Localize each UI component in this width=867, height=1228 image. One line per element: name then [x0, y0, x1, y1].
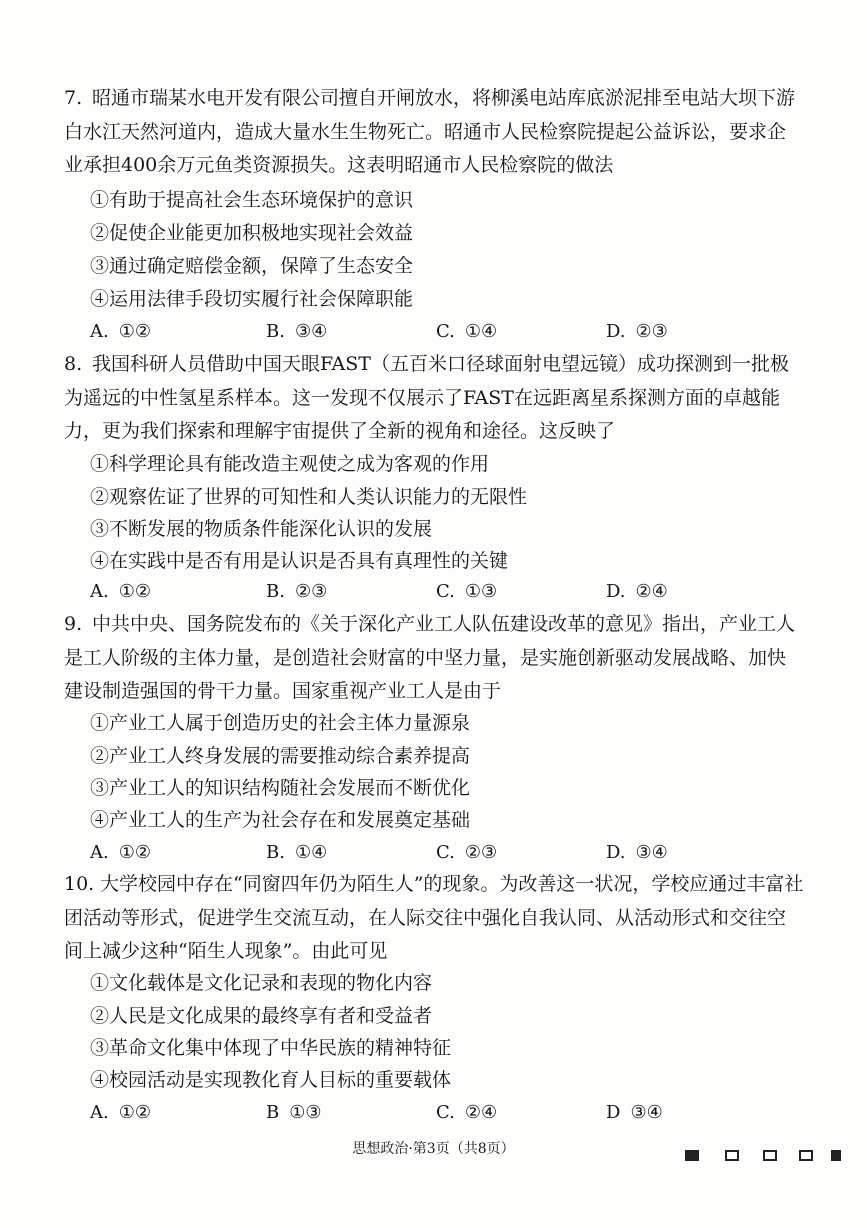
- choice-c[interactable]: [436, 320, 497, 344]
- question-number: 8.: [64, 353, 83, 375]
- choice-value: ①②: [118, 1102, 152, 1123]
- page-footer: 思想政治·第3页（共8页）: [352, 1141, 515, 1157]
- choice-a[interactable]: [90, 1101, 151, 1125]
- choice-letter: B: [266, 1102, 280, 1123]
- choice-value: ①③: [464, 581, 498, 602]
- choice-letter: D: [606, 1102, 621, 1123]
- choice-value: ①②: [118, 581, 152, 602]
- statement-4: ④产业工人的生产为社会存在和发展奠定基础: [90, 809, 471, 831]
- empty-box-marker-icon: [725, 1150, 739, 1161]
- question-stem-text: 大学校园中存在“同窗四年仍为陌生人”的现象。为改善这一状况，学校应通过丰富社团活动等形式，促进学生交流互动，在人际交往中强化自我认同、从活动形式和交往空间上减少这种“陌生人现象”。由此可见: [64, 873, 804, 962]
- statement-2: ②观察佐证了世界的可知性和人类认识能力的无限性: [90, 486, 528, 508]
- choice-a[interactable]: [90, 320, 151, 344]
- question-stem-text: 昭通市瑞某水电开发有限公司擅自开闸放水，将柳溪电站库底淤泥排至电站大坝下游白水江天然河道内，造成大量水生生物死亡。昭通市人民检察院提起公益诉讼，要求企业承担400余万元鱼类资源损失。这表明昭通市人民检察院的做法: [64, 87, 796, 176]
- choice-value: ③④: [294, 321, 328, 342]
- statement-3: ③革命文化集中体现了中华民族的精神特征: [90, 1037, 452, 1059]
- choice-letter: A.: [90, 1102, 109, 1123]
- choice-value: ②③: [464, 842, 498, 863]
- statement-2: ②人民是文化成果的最终享有者和受益者: [90, 1005, 433, 1027]
- choice-letter: C.: [436, 842, 455, 863]
- question-10-stem: [64, 868, 804, 969]
- empty-box-marker-icon: [763, 1150, 777, 1161]
- choice-letter: A.: [90, 321, 109, 342]
- choice-value: ①④: [294, 842, 328, 863]
- choice-letter: D.: [606, 842, 626, 863]
- question-8-stem: [64, 348, 804, 449]
- choice-value: ②④: [635, 581, 668, 602]
- question-stem-text: 中共中央、国务院发布的《关于深化产业工人队伍建设改革的意见》指出，产业工人是工人阶级的主体力量，是创造社会财富的中坚力量，是实施创新驱动发展战略、加快建设制造强国的骨干力量。国家重视产业工人是由于: [64, 613, 796, 702]
- question-number: 10.: [64, 873, 95, 895]
- statement-4: ④在实践中是否有用是认识是否具有真理性的关键: [90, 550, 509, 572]
- question-9-stem: [64, 608, 804, 709]
- choice-letter: B.: [266, 321, 285, 342]
- choice-letter: A.: [90, 842, 109, 863]
- choice-value: ②④: [464, 1102, 498, 1123]
- statement-4: ④运用法律手段切实履行社会保障职能: [90, 288, 414, 310]
- statement-1: ①文化载体是文化记录和表现的物化内容: [90, 972, 433, 994]
- choice-d[interactable]: [606, 1101, 663, 1125]
- choice-b[interactable]: [266, 1101, 322, 1125]
- question-7-stem: [64, 82, 804, 183]
- question-stem-text: 我国科研人员借助中国天眼FAST（五百米口径球面射电望远镜）成功探测到一批极为遥远的中性氢星系样本。这一发现不仅展示了FAST在远距离星系探测方面的卓越能力，更为我们探索和理解宇宙提供了全新的视角和途径。这反映了: [64, 353, 789, 442]
- statement-3: ③产业工人的知识结构随社会发展而不断优化: [90, 777, 471, 799]
- filled-box-marker-icon: [685, 1150, 699, 1161]
- choice-d[interactable]: [606, 320, 668, 344]
- choice-value: ③④: [630, 1102, 663, 1123]
- choice-value: ①②: [118, 842, 152, 863]
- choice-a[interactable]: [90, 580, 151, 604]
- choice-value: ①②: [118, 321, 152, 342]
- statement-2: ②产业工人终身发展的需要推动综合素养提高: [90, 745, 471, 767]
- filled-box-marker-icon: [831, 1150, 841, 1161]
- choice-c[interactable]: [436, 841, 497, 865]
- choice-b[interactable]: [266, 320, 327, 344]
- choice-value: ②③: [294, 581, 328, 602]
- statement-1: ①产业工人属于创造历史的社会主体力量源泉: [90, 712, 471, 734]
- choice-c[interactable]: [436, 580, 497, 604]
- choice-letter: C.: [436, 321, 455, 342]
- statement-2: ②促使企业能更加积极地实现社会效益: [90, 222, 414, 244]
- statement-3: ③通过确定赔偿金额，保障了生态安全: [90, 255, 414, 277]
- choice-a[interactable]: [90, 841, 151, 865]
- statement-1: ①科学理论具有能改造主观使之成为客观的作用: [90, 453, 490, 475]
- choice-value: ③④: [635, 842, 668, 863]
- choice-d[interactable]: [606, 841, 668, 865]
- choice-letter: D.: [606, 321, 626, 342]
- choice-letter: D.: [606, 581, 626, 602]
- choice-letter: C.: [436, 581, 455, 602]
- statement-3: ③不断发展的物质条件能深化认识的发展: [90, 518, 433, 540]
- choice-value: ①④: [464, 321, 498, 342]
- choice-value: ①③: [289, 1102, 322, 1123]
- choice-value: ②③: [635, 321, 668, 342]
- choice-b[interactable]: [266, 841, 327, 865]
- choice-letter: A.: [90, 581, 109, 602]
- choice-b[interactable]: [266, 580, 327, 604]
- question-number: 9.: [64, 613, 83, 635]
- empty-box-marker-icon: [799, 1150, 813, 1161]
- choice-letter: B.: [266, 842, 285, 863]
- scan-markers: [685, 1150, 845, 1164]
- question-number: 7.: [64, 87, 83, 109]
- choice-c[interactable]: [436, 1101, 497, 1125]
- choice-d[interactable]: [606, 580, 668, 604]
- choice-letter: B.: [266, 581, 285, 602]
- statement-1: ①有助于提高社会生态环境保护的意识: [90, 189, 414, 211]
- statement-4: ④校园活动是实现教化育人目标的重要载体: [90, 1069, 452, 1091]
- choice-letter: C.: [436, 1102, 455, 1123]
